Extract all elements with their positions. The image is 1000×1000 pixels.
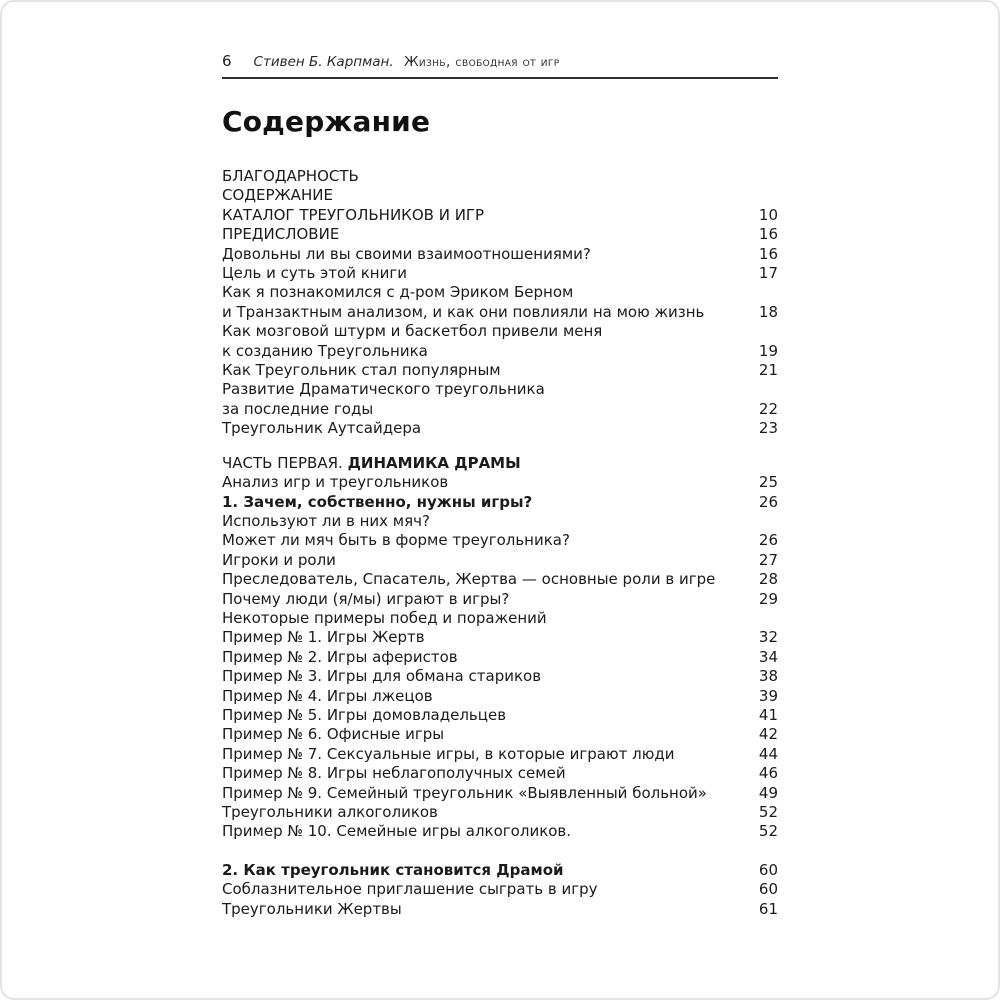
toc-entry-text: Как мозговой штурм и баскетбол привели меня xyxy=(222,322,603,341)
toc-page-number: 18 xyxy=(758,302,778,321)
running-title: Жизнь, свободная от игр xyxy=(403,54,560,70)
toc-page-number xyxy=(732,380,778,399)
toc-entry-text: Цель и суть этой книги xyxy=(222,264,407,283)
toc-page-number xyxy=(732,186,778,205)
toc-row xyxy=(222,570,778,589)
toc-row xyxy=(222,303,778,322)
toc-entry-text: к созданию Треугольника xyxy=(222,341,428,360)
toc-page-number: 41 xyxy=(758,705,778,724)
toc-entry-text: за последние годы xyxy=(222,399,374,418)
toc-entry-text: Развитие Драматического треугольника xyxy=(222,380,545,399)
toc-page-number xyxy=(732,283,778,302)
toc-page-number: 38 xyxy=(758,667,778,686)
toc-page-number: 21 xyxy=(758,361,778,380)
toc-entry-text: Преследователь, Спасатель, Жертва — основные роли в игре xyxy=(222,570,716,589)
toc-row xyxy=(222,186,778,205)
toc-row xyxy=(222,609,778,628)
toc-entry-text: Треугольник Аутсайдера xyxy=(222,419,422,438)
toc-row xyxy=(222,880,778,899)
toc-row xyxy=(222,361,778,380)
toc-page-number: 44 xyxy=(758,744,778,763)
toc-entry-text: БЛАГОДАРНОСТЬ xyxy=(222,167,359,185)
book-page xyxy=(222,52,778,919)
toc-entry-text: Некоторые примеры побед и поражений xyxy=(222,608,547,627)
toc-list xyxy=(222,167,778,919)
toc-entry-text: ЧАСТЬ ПЕРВАЯ. ДИНАМИКА ДРАМЫ xyxy=(222,453,521,472)
toc-entry-text: Пример № 3. Игры для обмана стариков xyxy=(222,667,542,686)
toc-row xyxy=(222,551,778,570)
toc-row xyxy=(222,454,778,473)
toc-row xyxy=(222,803,778,822)
toc-row xyxy=(222,628,778,647)
toc-row xyxy=(222,400,778,419)
toc-entry-text: Игроки и роли xyxy=(222,550,336,569)
toc-row xyxy=(222,245,778,264)
toc-page-number: 27 xyxy=(758,550,778,569)
toc-entry-text: Пример № 10. Семейные игры алкоголиков. xyxy=(222,822,572,841)
toc-entry-text: Пример № 2. Игры аферистов xyxy=(222,647,458,666)
toc-row xyxy=(222,493,778,512)
toc-page-number xyxy=(732,609,778,628)
toc-entry-text: Пример № 7. Сексуальные игры, в которые играют люди xyxy=(222,744,675,763)
toc-page-number: 16 xyxy=(758,225,778,244)
toc-page-number xyxy=(732,322,778,341)
toc-page-number: 16 xyxy=(758,244,778,263)
toc-row xyxy=(222,648,778,667)
toc-entry-text: Соблазнительное приглашение сыграть в игру xyxy=(222,880,598,899)
toc-page-number: 26 xyxy=(758,531,778,550)
toc-page-number: 22 xyxy=(758,399,778,418)
toc-row xyxy=(222,861,778,880)
header-rule xyxy=(222,77,778,79)
toc-entry-text: КАТАЛОГ ТРЕУГОЛЬНИКОВ И ИГР xyxy=(222,205,485,224)
toc-page-number xyxy=(732,167,778,186)
toc-page-number: 28 xyxy=(758,570,778,589)
toc-row xyxy=(222,667,778,686)
toc-row xyxy=(222,322,778,341)
toc-entry-text: СОДЕРЖАНИЕ xyxy=(222,186,333,205)
toc-row xyxy=(222,900,778,919)
toc-entry-text: Пример № 5. Игры домовладельцев xyxy=(222,705,507,724)
toc-page-number: 23 xyxy=(758,419,778,438)
toc-entry-text: Пример № 9. Семейный треугольник «Выявленный больной» xyxy=(222,783,707,802)
toc-entry-text: Как я познакомился с д-ром Эриком Берном xyxy=(222,283,574,302)
page-number: 6 xyxy=(222,52,232,70)
toc-page-number: 25 xyxy=(758,473,778,492)
toc-row xyxy=(222,419,778,438)
toc-page-number: 49 xyxy=(758,783,778,802)
toc-row xyxy=(222,784,778,803)
toc-page-number: 32 xyxy=(758,628,778,647)
toc-page-number: 34 xyxy=(758,647,778,666)
toc-row xyxy=(222,473,778,492)
toc-row xyxy=(222,745,778,764)
toc-row xyxy=(222,380,778,399)
toc-page-number: 29 xyxy=(758,589,778,608)
toc-page-number: 10 xyxy=(758,205,778,224)
toc-entry-text: 2. Как треугольник становится Драмой xyxy=(222,860,564,879)
toc-row xyxy=(222,590,778,609)
toc-entry-text: Используют ли в них мяч? xyxy=(222,511,430,530)
toc-entry-text: Пример № 1. Игры Жертв xyxy=(222,628,425,647)
toc-entry-text: Может ли мяч быть в форме треугольника? xyxy=(222,531,570,550)
toc-entry-text: ПРЕДИСЛОВИЕ xyxy=(222,225,340,244)
toc-page-number xyxy=(732,454,778,473)
toc-row xyxy=(222,206,778,225)
toc-page-number: 61 xyxy=(758,899,778,918)
toc-row xyxy=(222,342,778,361)
toc-entry-text: Как Треугольник стал популярным xyxy=(222,361,501,380)
toc-page-number: 17 xyxy=(758,264,778,283)
toc-entry-text: Треугольники Жертвы xyxy=(222,899,402,918)
toc-entry-text: Пример № 4. Игры лжецов xyxy=(222,686,433,705)
toc-page-number: 39 xyxy=(758,686,778,705)
toc-row xyxy=(222,225,778,244)
toc-row xyxy=(222,264,778,283)
toc-row xyxy=(222,706,778,725)
toc-row xyxy=(222,283,778,302)
toc-entry-text: и Транзактным анализом, и как они повлияли на мою жизнь xyxy=(222,302,705,321)
toc-page-number: 60 xyxy=(758,860,778,879)
toc-row xyxy=(222,822,778,841)
toc-page-number: 52 xyxy=(758,822,778,841)
toc-entry-text: Треугольники алкоголиков xyxy=(222,803,438,821)
toc-page-number: 46 xyxy=(758,764,778,783)
toc-page-number: 52 xyxy=(758,803,778,821)
page-title: Содержание xyxy=(222,105,431,138)
running-head xyxy=(254,54,560,70)
toc-page-number xyxy=(732,512,778,531)
toc-page-number: 26 xyxy=(758,492,778,511)
toc-page-number: 19 xyxy=(758,341,778,360)
toc-entry-text: Почему люди (я/мы) играют в игры? xyxy=(222,589,510,608)
toc-entry-text: Пример № 6. Офисные игры xyxy=(222,725,445,744)
toc-entry-text: Довольны ли вы своими взаимоотношениями? xyxy=(222,244,591,263)
toc-row xyxy=(222,167,778,186)
page-header xyxy=(222,52,778,70)
toc-entry-text: 1. Зачем, собственно, нужны игры? xyxy=(222,492,533,511)
toc-row xyxy=(222,725,778,744)
toc-row xyxy=(222,531,778,550)
running-author: Стивен Б. Карпман. xyxy=(253,54,394,70)
toc-row xyxy=(222,764,778,783)
toc-page-number: 42 xyxy=(758,725,778,744)
toc-entry-text: Пример № 8. Игры неблагополучных семей xyxy=(222,764,566,783)
toc-entry-text: Анализ игр и треугольников xyxy=(222,473,449,492)
toc-row xyxy=(222,687,778,706)
toc-page-number: 60 xyxy=(758,880,778,899)
toc-row xyxy=(222,512,778,531)
